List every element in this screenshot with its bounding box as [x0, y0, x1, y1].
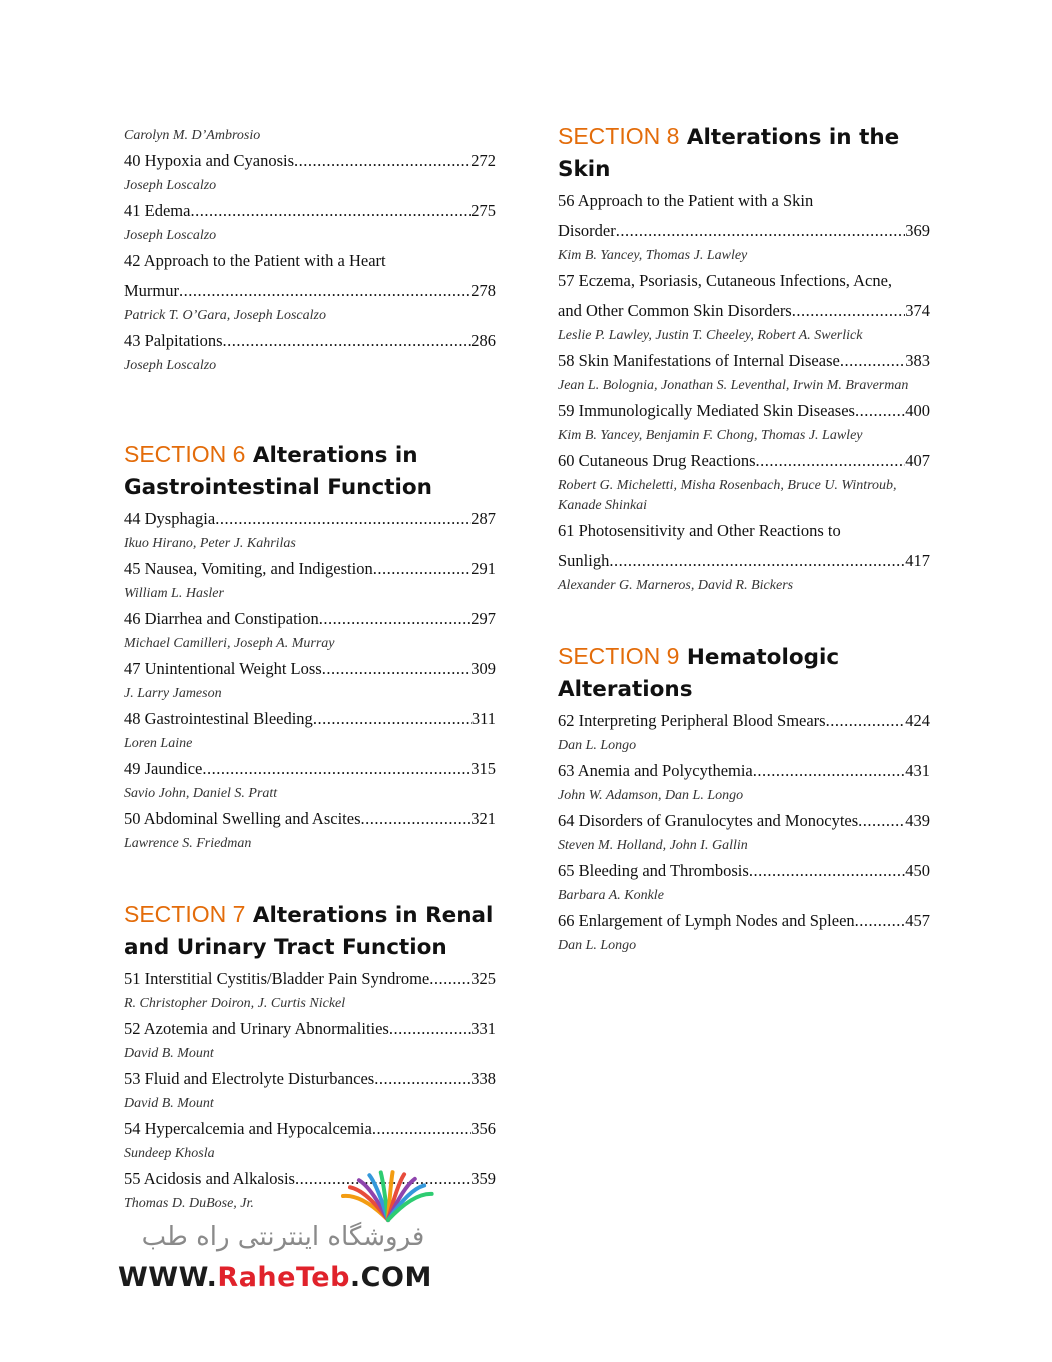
entry-title: Sunligh [558, 551, 610, 570]
page-number: 400 [905, 401, 930, 420]
entry-authors: Lawrence S. Friedman [124, 836, 252, 851]
entry-authors: Michael Camilleri, Joseph A. Murray [124, 636, 335, 651]
dot-leader [373, 554, 472, 584]
entry-title: 47 Unintentional Weight Loss [124, 659, 322, 678]
page-number: 286 [471, 331, 496, 350]
section-heading [558, 120, 930, 186]
entry-title: 59 Immunologically Mediated Skin Diseases [558, 401, 855, 420]
dot-leader [749, 856, 905, 886]
dot-leader [840, 346, 905, 376]
section-title: Hematologic Alterations [558, 645, 840, 702]
page-number: 374 [905, 301, 930, 320]
entry-authors: Leslie P. Lawley, Justin T. Cheeley, Robert A. Swerlick [558, 328, 863, 343]
entry-authors: Steven M. Holland, John I. Gallin [558, 838, 748, 853]
entry-authors: Loren Laine [124, 736, 193, 751]
page-number: 272 [471, 151, 496, 170]
entry-authors: William L. Hasler [124, 586, 224, 601]
toc-entry[interactable] [558, 806, 930, 856]
entry-title: and Other Common Skin Disorders [558, 301, 792, 320]
page-number: 439 [905, 811, 930, 830]
page-number: 315 [471, 759, 496, 778]
entry-authors: Ikuo Hirano, Peter J. Kahrilas [124, 536, 296, 551]
toc-entry[interactable] [124, 1114, 496, 1164]
section-number: SECTION 6 [124, 441, 246, 467]
page-number: 275 [471, 201, 496, 220]
dot-leader [202, 754, 471, 784]
section-number: SECTION 7 [124, 901, 246, 927]
dot-leader [374, 1064, 471, 1094]
entry-title-line: 56 Approach to the Patient with a Skin [558, 191, 814, 210]
entry-authors: David B. Mount [124, 1096, 214, 1111]
toc-entry[interactable] [124, 964, 496, 1014]
dot-leader [294, 146, 471, 176]
dot-leader [322, 654, 472, 684]
entry-title: 53 Fluid and Electrolyte Disturbances [124, 1069, 375, 1088]
entry-title: 40 Hypoxia and Cyanosis [124, 151, 295, 170]
toc-entry[interactable] [558, 516, 930, 596]
entry-title: 44 Dysphagia [124, 509, 216, 528]
toc-group [558, 186, 930, 596]
entry-title: 58 Skin Manifestations of Internal Disease [558, 351, 840, 370]
page-number: 297 [471, 609, 496, 628]
dot-leader [858, 806, 905, 836]
entry-title-line: 57 Eczema, Psoriasis, Cutaneous Infections, Acne, [558, 271, 893, 290]
page-number: 325 [471, 969, 496, 988]
page-number: 321 [471, 809, 496, 828]
dot-leader [756, 446, 906, 476]
entry-title: 66 Enlargement of Lymph Nodes and Spleen [558, 911, 855, 930]
section-number: SECTION 8 [558, 123, 680, 149]
toc-group [124, 504, 496, 854]
entry-title: 45 Nausea, Vomiting, and Indigestion [124, 559, 373, 578]
toc-entry[interactable] [124, 326, 496, 376]
page-number: 287 [471, 509, 496, 528]
page-number: 450 [905, 861, 930, 880]
book-logo-icon [328, 1164, 448, 1224]
toc-entry[interactable] [558, 906, 930, 956]
toc-group [558, 706, 930, 956]
dot-leader [609, 546, 905, 576]
section-title: Alterations in the Skin [558, 125, 900, 182]
page-number: 407 [905, 451, 930, 470]
dot-leader [855, 396, 905, 426]
dot-leader [616, 216, 906, 246]
entry-authors: R. Christopher Doiron, J. Curtis Nickel [124, 996, 346, 1011]
entry-title-line: 61 Photosensitivity and Other Reactions to [558, 521, 841, 540]
entry-title: 60 Cutaneous Drug Reactions [558, 451, 756, 470]
entry-authors: Sundeep Khosla [124, 1146, 215, 1161]
page-number: 431 [905, 761, 930, 780]
dot-leader [179, 276, 471, 306]
entry-authors: Thomas D. DuBose, Jr. [124, 1196, 254, 1211]
section-heading [558, 640, 930, 706]
entry-authors: Jean L. Bolognia, Jonathan S. Leventhal, Irwin M. Braverman [558, 378, 909, 393]
entry-title: 50 Abdominal Swelling and Ascites [124, 809, 361, 828]
toc-entry[interactable] [558, 706, 930, 756]
entry-title: Disorder [558, 221, 616, 240]
toc-entry[interactable] [124, 196, 496, 246]
entry-authors: Dan L. Longo [558, 938, 637, 953]
page-number: 359 [471, 1169, 496, 1188]
entry-authors: Alexander G. Marneros, David R. Bickers [558, 578, 794, 593]
watermark-url: WWW.RaheTeb.COM [118, 1262, 432, 1293]
entry-title: 64 Disorders of Granulocytes and Monocytes [558, 811, 859, 830]
entry-authors: J. Larry Jameson [124, 686, 222, 701]
toc-entry[interactable] [124, 604, 496, 654]
dot-leader [372, 1114, 471, 1144]
entry-authors: Savio John, Daniel S. Pratt [124, 786, 278, 801]
page-number: 457 [905, 911, 930, 930]
left-column [124, 126, 496, 1214]
dot-leader [429, 964, 471, 994]
entry-title-line: 42 Approach to the Patient with a Heart [124, 251, 386, 270]
entry-authors: Barbara A. Konkle [558, 888, 664, 903]
toc-entry[interactable] [124, 504, 496, 554]
entry-authors: Robert G. Micheletti, Misha Rosenbach, Bruce U. Wintroub, Kanade Shinkai [558, 478, 897, 513]
toc-entry[interactable] [124, 754, 496, 804]
page-number: 311 [471, 709, 496, 728]
dot-leader [389, 1014, 471, 1044]
entry-authors: David B. Mount [124, 1046, 214, 1061]
toc-entry[interactable] [124, 804, 496, 854]
toc-entry[interactable] [124, 554, 496, 604]
entry-authors: Patrick T. O’Gara, Joseph Loscalzo [124, 308, 326, 323]
page-number: 417 [905, 551, 930, 570]
entry-authors: Carolyn M. D’Ambrosio [124, 128, 261, 143]
page-number: 356 [471, 1119, 496, 1138]
dot-leader [215, 504, 471, 534]
page-number: 309 [471, 659, 496, 678]
section-heading [124, 898, 496, 964]
dot-leader [855, 906, 906, 936]
page-number: 291 [471, 559, 496, 578]
watermark-logo [118, 1170, 458, 1300]
entry-authors: John W. Adamson, Dan L. Longo [558, 788, 744, 803]
toc-entry[interactable] [558, 346, 930, 396]
page-number: 383 [905, 351, 930, 370]
toc-group [124, 146, 496, 376]
dot-leader [753, 756, 905, 786]
entry-title: 55 Acidosis and Alkalosis [124, 1169, 295, 1188]
dot-leader [826, 706, 906, 736]
entry-authors: Joseph Loscalzo [124, 178, 217, 193]
dot-leader [792, 296, 906, 326]
toc-entry[interactable] [124, 1014, 496, 1064]
toc-entry[interactable] [558, 396, 930, 446]
dot-leader [361, 804, 472, 834]
toc-entry[interactable] [124, 146, 496, 196]
section-heading [124, 438, 496, 504]
entry-title: 51 Interstitial Cystitis/Bladder Pain Syndrome [124, 969, 430, 988]
entry-authors: Dan L. Longo [558, 738, 637, 753]
toc-entry[interactable] [558, 756, 930, 806]
toc-entry[interactable] [558, 186, 930, 266]
entry-authors: Kim B. Yancey, Benjamin F. Chong, Thomas J. Lawley [558, 428, 863, 443]
toc-entry[interactable] [124, 654, 496, 704]
entry-title: Murmur [124, 281, 179, 300]
page-number: 278 [471, 281, 496, 300]
toc-entry[interactable] [124, 704, 496, 754]
page-number: 369 [905, 221, 930, 240]
section-title: Alterations in Gastrointestinal Function [124, 443, 432, 500]
entry-title: 48 Gastrointestinal Bleeding [124, 709, 313, 728]
section-title: Alterations in Renal and Urinary Tract Function [124, 903, 494, 960]
toc-entry[interactable] [558, 266, 930, 346]
dot-leader [223, 326, 472, 356]
entry-title: 49 Jaundice [124, 759, 203, 778]
page-number: 331 [471, 1019, 496, 1038]
entry-authors: Kim B. Yancey, Thomas J. Lawley [558, 248, 748, 263]
dot-leader [190, 196, 471, 226]
dot-leader [313, 704, 472, 734]
entry-authors: Joseph Loscalzo [124, 228, 217, 243]
entry-title: 54 Hypercalcemia and Hypocalcemia [124, 1119, 372, 1138]
page-number: 338 [471, 1069, 496, 1088]
toc-entry[interactable] [124, 1064, 496, 1114]
entry-title: 62 Interpreting Peripheral Blood Smears [558, 711, 826, 730]
entry-authors: Joseph Loscalzo [124, 358, 217, 373]
section-number: SECTION 9 [558, 643, 680, 669]
toc-entry[interactable] [558, 446, 930, 516]
entry-title: 52 Azotemia and Urinary Abnormalities [124, 1019, 389, 1038]
entry-title: 46 Diarrhea and Constipation [124, 609, 319, 628]
watermark-persian-text: فروشگاه اینترنتی راه طب [141, 1222, 425, 1252]
entry-title: 41 Edema [124, 201, 191, 220]
right-column [558, 123, 930, 956]
entry-title: 63 Anemia and Polycythemia [558, 761, 753, 780]
entry-title: 43 Palpitations [124, 331, 223, 350]
page-number: 424 [905, 711, 930, 730]
toc-entry[interactable] [558, 856, 930, 906]
dot-leader [319, 604, 472, 634]
entry-title: 65 Bleeding and Thrombosis [558, 861, 749, 880]
toc-entry[interactable] [124, 246, 496, 326]
